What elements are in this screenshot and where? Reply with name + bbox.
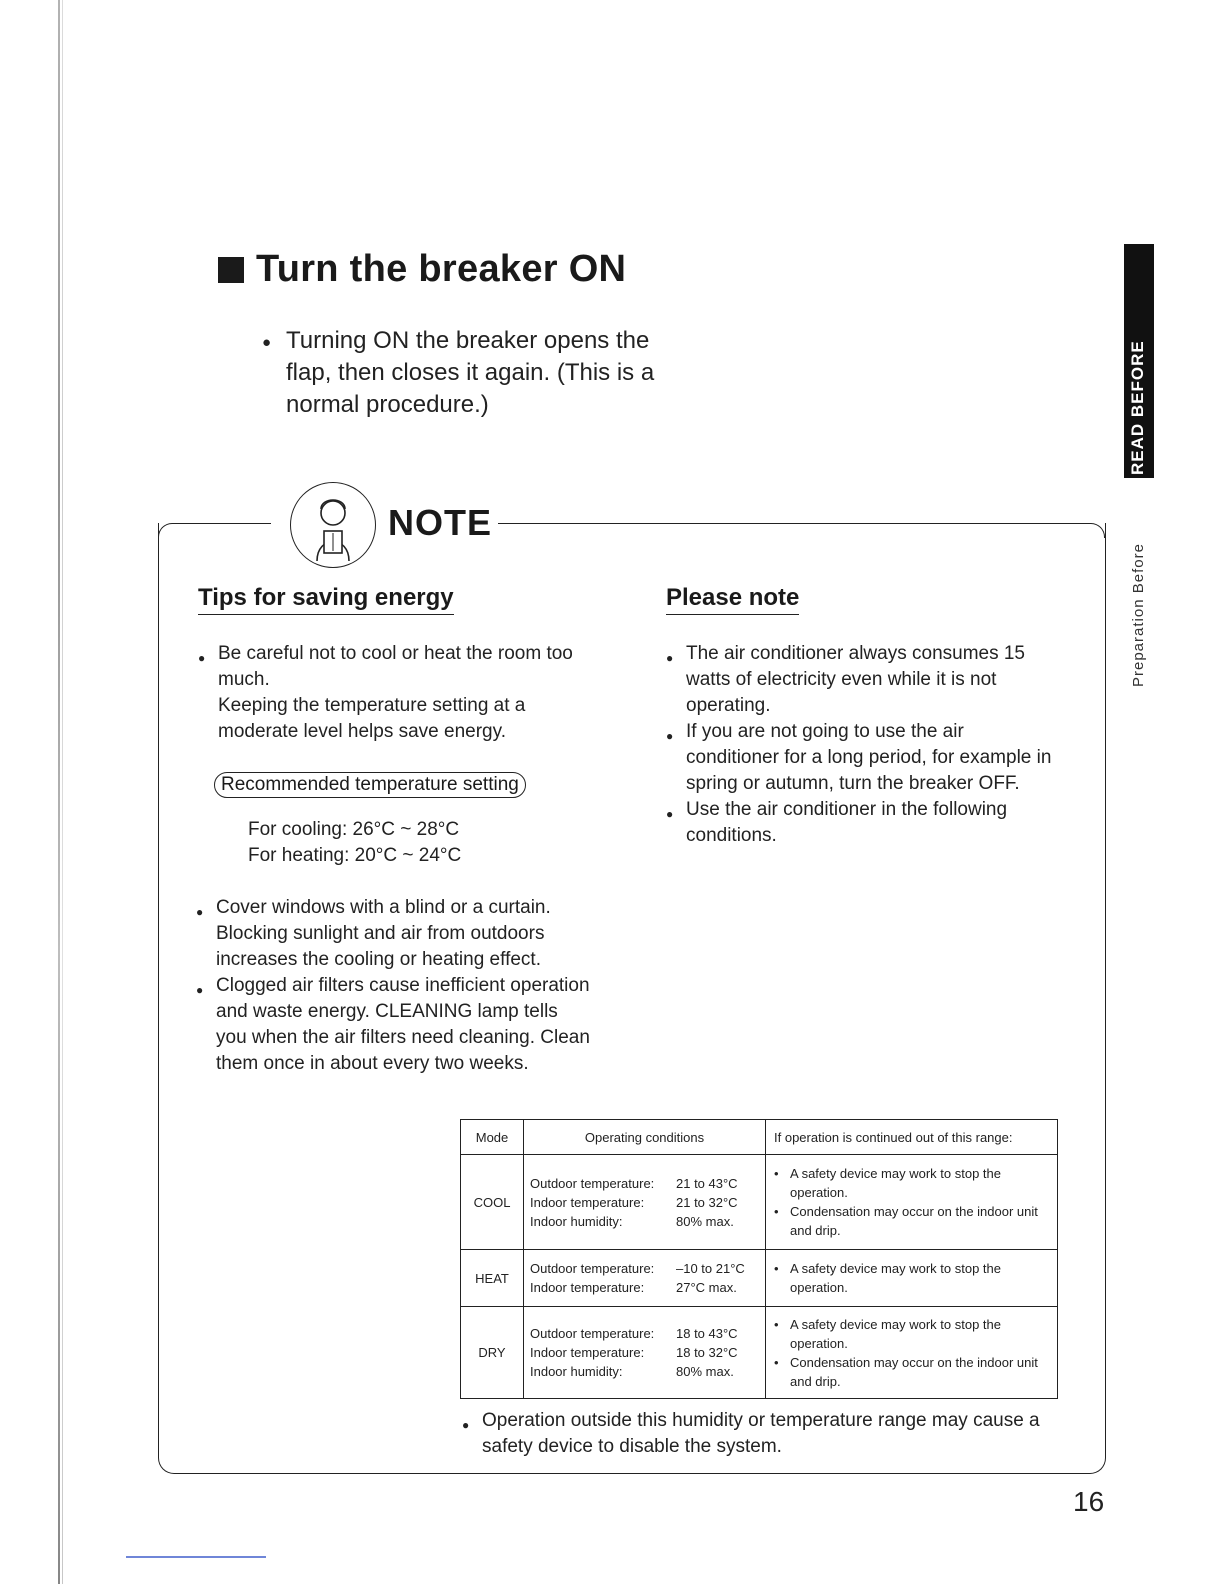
tips-bullet-2-text: Cover windows with a blind or a curtain. Blocking sunlight and air from outdoors increases the cooling or heating effect. <box>216 897 551 970</box>
tips-bullet-3-text: Clogged air filters cause inefficient operation and waste energy. CLEANING lamp tells you when the air filters need cleaning. Clean them once in about every two weeks. <box>216 975 590 1074</box>
bullet-icon: ● <box>196 983 204 997</box>
condition-line <box>530 1343 764 1362</box>
effect-text: A safety device may work to stop the operation. <box>790 1316 1001 1351</box>
section-title-text: Turn the breaker ON <box>256 248 627 290</box>
tips-block-1 <box>198 641 590 745</box>
bullet-icon: ● <box>196 905 204 919</box>
condition-label: Outdoor temperature: <box>530 1261 655 1276</box>
page-number: 16 <box>1073 1486 1105 1517</box>
conditions-cell <box>524 1307 766 1399</box>
tips-bullet-1 <box>198 641 590 745</box>
table-header-effects: If operation is continued out of this range: <box>766 1120 1058 1155</box>
tips-heading: Tips for saving energy <box>198 584 454 615</box>
person-reading-icon <box>290 482 376 568</box>
recommended-temps <box>248 817 461 869</box>
effects-cell <box>766 1250 1058 1307</box>
condition-line <box>530 1259 764 1278</box>
condition-label: Outdoor temperature: <box>530 1175 655 1191</box>
intro-bullet <box>262 325 692 421</box>
effects-cell <box>766 1155 1058 1250</box>
conditions-cell <box>524 1250 766 1307</box>
bullet-icon: ● <box>262 334 272 351</box>
mode-cell: DRY <box>461 1307 524 1399</box>
condition-line <box>530 1174 764 1193</box>
table-row <box>461 1155 1058 1250</box>
operating-conditions-table <box>460 1119 1058 1399</box>
condition-label: Indoor humidity: <box>530 1364 623 1379</box>
bullet-icon: ● <box>666 729 674 743</box>
effect-line: • Condensation may occur on the indoor unit and drip. <box>774 1202 1049 1240</box>
side-tab-label: READ BEFORE <box>1128 340 1147 475</box>
condition-line <box>530 1212 764 1231</box>
please-note-bullet-2-text: If you are not going to use the air conditioner for a long period, for example in spring or autumn, turn the breaker OFF. <box>686 721 1052 794</box>
condition-label: Indoor temperature: <box>530 1194 645 1210</box>
final-note <box>462 1408 1062 1460</box>
effect-text: A safety device may work to stop the operation. <box>790 1166 1001 1200</box>
please-note-block <box>666 641 1062 849</box>
please-note-bullet-1-text: The air conditioner always consumes 15 watts of electricity even while it is not operating. <box>686 643 1026 716</box>
effect-line: • A safety device may work to stop the operation. <box>774 1164 1049 1202</box>
scan-edge-secondary <box>62 0 63 1584</box>
tips-block-2 <box>196 895 590 1077</box>
bullet-icon: ● <box>666 651 674 665</box>
heating-temp: For heating: 20°C ~ 24°C <box>248 845 462 866</box>
cooling-temp: For cooling: 26°C ~ 28°C <box>248 819 460 840</box>
person-reading-svg <box>291 483 375 567</box>
note-box-top-right <box>498 523 1105 538</box>
condition-line <box>530 1324 764 1343</box>
please-note-heading: Please note <box>666 584 799 615</box>
final-note-text: Operation outside this humidity or temperature range may cause a safety device to disable the system. <box>482 1410 1040 1457</box>
table-row <box>461 1307 1058 1399</box>
condition-value: 27°C max. <box>676 1280 737 1295</box>
table-row <box>461 1250 1058 1307</box>
table-header-conditions: Operating conditions <box>524 1120 766 1155</box>
condition-value: 80% max. <box>676 1364 734 1379</box>
bullet-icon: ● <box>198 651 206 665</box>
note-box-top-left <box>158 523 271 538</box>
effect-text: Condensation may occur on the indoor unit and drip. <box>790 1204 1038 1238</box>
effect-line: • A safety device may work to stop the operation. <box>774 1259 1049 1297</box>
conditions-cell <box>524 1155 766 1250</box>
square-bullet-icon <box>218 257 244 283</box>
condition-value: –10 to 21°C <box>676 1261 745 1276</box>
condition-value: 18 to 32°C <box>676 1345 738 1360</box>
condition-line <box>530 1362 764 1381</box>
please-note-bullet-3-text: Use the air conditioner in the following conditions. <box>686 799 1008 846</box>
table-header-mode: Mode <box>461 1120 524 1155</box>
section-title <box>218 248 626 291</box>
please-note-bullet-1 <box>666 641 1062 719</box>
scan-edge <box>58 0 60 1584</box>
tips-bullet-1-line2: Keeping the temperature setting at a moderate level helps save energy. <box>218 695 526 742</box>
intro-bullet-text: Turning ON the breaker opens the flap, then closes it again. (This is a normal procedure.) <box>286 327 655 418</box>
please-note-bullet-3 <box>666 797 1062 849</box>
condition-label: Outdoor temperature: <box>530 1326 655 1341</box>
recommended-setting-label: Recommended temperature setting <box>214 772 526 798</box>
note-label: NOTE <box>388 502 493 543</box>
effect-line: • Condensation may occur on the indoor unit and drip. <box>774 1353 1049 1391</box>
condition-value: 80% max. <box>676 1213 734 1229</box>
condition-label: Indoor humidity: <box>530 1213 623 1229</box>
effect-line: • A safety device may work to stop the operation. <box>774 1315 1049 1353</box>
condition-line <box>530 1278 764 1297</box>
bullet-icon: ● <box>666 807 674 821</box>
condition-value: 21 to 32°C <box>676 1194 738 1210</box>
tips-bullet-1-line1: Be careful not to cool or heat the room too much. <box>218 643 573 690</box>
table-header-row <box>461 1120 1058 1155</box>
effect-text: Condensation may occur on the indoor unit and drip. <box>790 1354 1038 1389</box>
mode-cell: COOL <box>461 1155 524 1250</box>
effects-cell <box>766 1307 1058 1399</box>
effect-text: A safety device may work to stop the operation. <box>790 1261 1001 1295</box>
condition-value: 21 to 43°C <box>676 1175 738 1191</box>
side-section-label: Preparation Before <box>1130 543 1147 687</box>
condition-label: Indoor temperature: <box>530 1280 645 1295</box>
bullet-icon: ● <box>462 1418 470 1432</box>
tips-bullet-2 <box>196 895 590 973</box>
condition-value: 18 to 43°C <box>676 1326 738 1341</box>
mode-cell: HEAT <box>461 1250 524 1307</box>
please-note-bullet-2 <box>666 719 1062 797</box>
condition-line <box>530 1193 764 1212</box>
footer-line <box>126 1556 266 1558</box>
condition-label: Indoor temperature: <box>530 1345 645 1360</box>
tips-bullet-3 <box>196 973 590 1077</box>
